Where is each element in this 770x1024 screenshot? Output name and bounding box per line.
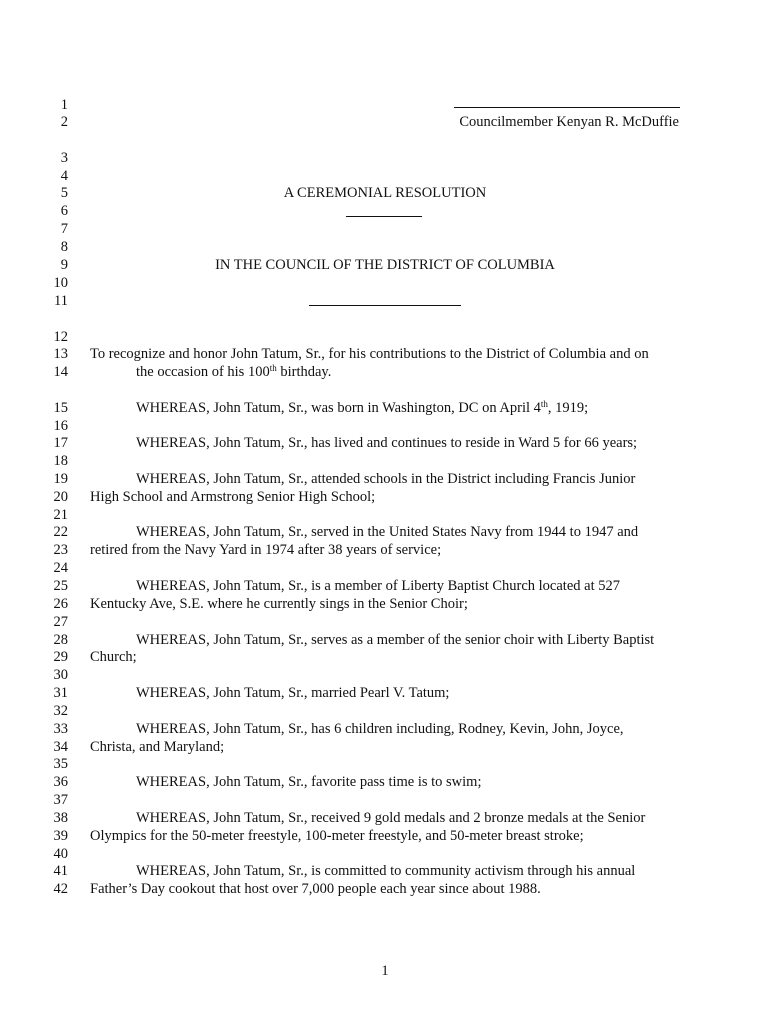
whereas-clause-7: WHEREAS, John Tatum, Sr., married Pearl V. Tatum; bbox=[136, 685, 450, 701]
line-number: 7 bbox=[60, 221, 68, 237]
line-number: 33 bbox=[53, 721, 68, 737]
whereas-clause-6-line-1: WHEREAS, John Tatum, Sr., serves as a member of the senior choir with Liberty Baptist bbox=[136, 632, 655, 648]
line-number: 6 bbox=[60, 203, 68, 219]
line-number: 25 bbox=[53, 578, 68, 594]
line-number: 21 bbox=[53, 507, 68, 523]
whereas-clause-9: WHEREAS, John Tatum, Sr., favorite pass time is to swim; bbox=[136, 774, 482, 790]
whereas-clause-10-line-2: Olympics for the 50-meter freestyle, 100-meter freestyle, and 50-meter breast stroke; bbox=[90, 828, 584, 844]
line-number: 38 bbox=[53, 810, 68, 826]
line-number: 3 bbox=[60, 150, 68, 166]
purpose-line-2 bbox=[136, 363, 331, 381]
whereas-clause-3-line-1: WHEREAS, John Tatum, Sr., attended schools in the District including Francis Junior bbox=[136, 471, 636, 487]
whereas-clause-4-line-1: WHEREAS, John Tatum, Sr., served in the United States Navy from 1944 to 1947 and bbox=[136, 524, 639, 540]
council-underline bbox=[309, 305, 461, 306]
line-number: 28 bbox=[53, 632, 68, 648]
line-number: 37 bbox=[53, 792, 68, 808]
line-number: 16 bbox=[53, 418, 68, 434]
line-number: 2 bbox=[60, 114, 68, 130]
line-number: 40 bbox=[53, 846, 68, 862]
line-number: 36 bbox=[53, 774, 68, 790]
whereas-clause-11-line-2: Father’s Day cookout that host over 7,000 people each year since about 1988. bbox=[90, 881, 541, 897]
line-number: 15 bbox=[53, 400, 68, 416]
whereas-clause-6-line-2: Church; bbox=[90, 649, 137, 665]
purpose-line-1: To recognize and honor John Tatum, Sr., for his contributions to the District of Columbia and on bbox=[90, 346, 649, 362]
line-number: 23 bbox=[53, 542, 68, 558]
line-number: 5 bbox=[60, 185, 68, 201]
title-underline bbox=[346, 216, 422, 217]
line-number: 20 bbox=[53, 489, 68, 505]
line-number: 9 bbox=[60, 257, 68, 273]
line-number: 18 bbox=[53, 453, 68, 469]
line-number: 41 bbox=[53, 863, 68, 879]
document-title: A CEREMONIAL RESOLUTION bbox=[283, 185, 487, 201]
line-number: 32 bbox=[53, 703, 68, 719]
whereas-clause-5-line-1: WHEREAS, John Tatum, Sr., is a member of Liberty Baptist Church located at 527 bbox=[136, 578, 620, 594]
line-number: 12 bbox=[53, 329, 68, 345]
line-number: 10 bbox=[53, 275, 68, 291]
line-number: 42 bbox=[53, 881, 68, 897]
line-number: 19 bbox=[53, 471, 68, 487]
line-number: 14 bbox=[53, 364, 68, 380]
whereas-clause-3-line-2: High School and Armstrong Senior High School; bbox=[90, 489, 376, 505]
line-number: 39 bbox=[53, 828, 68, 844]
ordinal-suffix: th bbox=[540, 399, 548, 409]
line-number: 35 bbox=[53, 756, 68, 772]
line-number: 24 bbox=[53, 560, 68, 576]
ordinal-suffix: th bbox=[269, 363, 277, 373]
page-number: 1 bbox=[381, 963, 389, 979]
line-number: 22 bbox=[53, 524, 68, 540]
line-number: 8 bbox=[60, 239, 68, 255]
whereas-clause-4-line-2: retired from the Navy Yard in 1974 after 38 years of service; bbox=[90, 542, 442, 558]
line-number: 29 bbox=[53, 649, 68, 665]
line-number: 11 bbox=[54, 293, 68, 309]
whereas-clause-10-line-1: WHEREAS, John Tatum, Sr., received 9 gold medals and 2 bronze medals at the Senior bbox=[136, 810, 646, 826]
line-number: 17 bbox=[53, 435, 68, 451]
whereas-clause-8-line-2: Christa, and Maryland; bbox=[90, 739, 225, 755]
clause-text: , 1919; bbox=[547, 400, 589, 416]
line-number: 26 bbox=[53, 596, 68, 612]
whereas-clause-5-line-2: Kentucky Ave, S.E. where he currently sings in the Senior Choir; bbox=[90, 596, 468, 612]
purpose-text: birthday. bbox=[276, 364, 332, 380]
purpose-text: the occasion of his 100 bbox=[136, 364, 270, 380]
council-heading: IN THE COUNCIL OF THE DISTRICT OF COLUMBIA bbox=[215, 257, 555, 273]
whereas-clause-1 bbox=[136, 399, 588, 417]
line-number: 1 bbox=[60, 97, 68, 113]
whereas-clause-11-line-1: WHEREAS, John Tatum, Sr., is committed to community activism through his annual bbox=[136, 863, 636, 879]
whereas-clause-2: WHEREAS, John Tatum, Sr., has lived and continues to reside in Ward 5 for 66 years; bbox=[136, 435, 638, 451]
line-number: 13 bbox=[53, 346, 68, 362]
sponsor-name: Councilmember Kenyan R. McDuffie bbox=[459, 114, 679, 130]
signature-line bbox=[454, 107, 680, 108]
line-number: 27 bbox=[53, 614, 68, 630]
line-number: 34 bbox=[53, 739, 68, 755]
line-number: 4 bbox=[60, 168, 68, 184]
line-number: 31 bbox=[53, 685, 68, 701]
line-number: 30 bbox=[53, 667, 68, 683]
whereas-clause-8-line-1: WHEREAS, John Tatum, Sr., has 6 children including, Rodney, Kevin, John, Joyce, bbox=[136, 721, 624, 737]
clause-text: WHEREAS, John Tatum, Sr., was born in Washington, DC on April 4 bbox=[136, 400, 541, 416]
